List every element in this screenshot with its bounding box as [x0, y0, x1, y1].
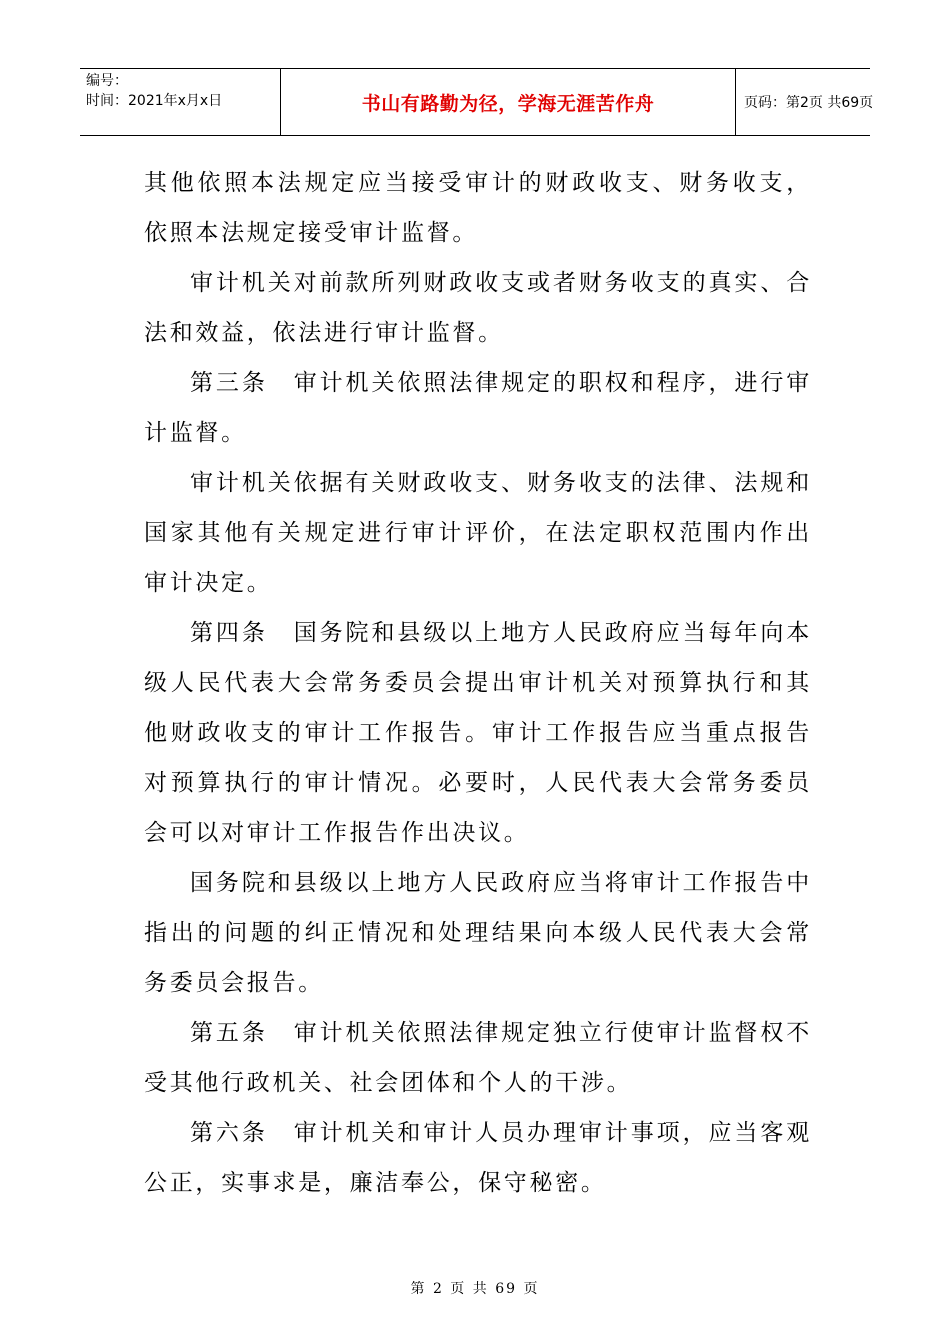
- document-body: [144, 158, 812, 1208]
- document-number-label: 编号：: [86, 73, 128, 89]
- document-date: 时间：2021年x月x日: [86, 93, 223, 109]
- paragraph: 其他依照本法规定应当接受审计的财政收支、财务收支，依照本法规定接受审计监督。: [144, 170, 812, 246]
- header-motto-cell: [280, 69, 736, 135]
- header-page-info: 页码：第2页 共69页: [744, 95, 874, 111]
- header-motto: 书山有路勤为径，学海无涯苦作舟: [361, 92, 655, 115]
- article-3: 第三条 审计机关依照法律规定的职权和程序，进行审计监督。: [144, 370, 812, 446]
- article-6: 第六条 审计机关和审计人员办理审计事项，应当客观公正，实事求是，廉洁奉公，保守秘密。: [144, 1120, 812, 1196]
- paragraph: 审计机关依据有关财政收支、财务收支的法律、法规和国家其他有关规定进行审计评价，在法定职权范围内作出审计决定。: [144, 470, 812, 596]
- page-header: [80, 68, 874, 136]
- paragraph: 国务院和县级以上地方人民政府应当将审计工作报告中指出的问题的纠正情况和处理结果向本级人民代表大会常务委员会报告。: [144, 870, 812, 996]
- article-4: 第四条 国务院和县级以上地方人民政府应当每年向本级人民代表大会常务委员会提出审计机关对预算执行和其他财政收支的审计工作报告。审计工作报告应当重点报告对预算执行的审计情况。必要时，人民代表大会常务委员会可以对审计工作报告作出决议。: [144, 620, 812, 846]
- paragraph: 审计机关对前款所列财政收支或者财务收支的真实、合法和效益，依法进行审计监督。: [144, 270, 812, 346]
- header-meta: [80, 69, 280, 135]
- article-5: 第五条 审计机关依照法律规定独立行使审计监督权不受其他行政机关、社会团体和个人的干涉。: [144, 1020, 812, 1096]
- page-footer: 第 2 页 共 69 页: [410, 1281, 540, 1297]
